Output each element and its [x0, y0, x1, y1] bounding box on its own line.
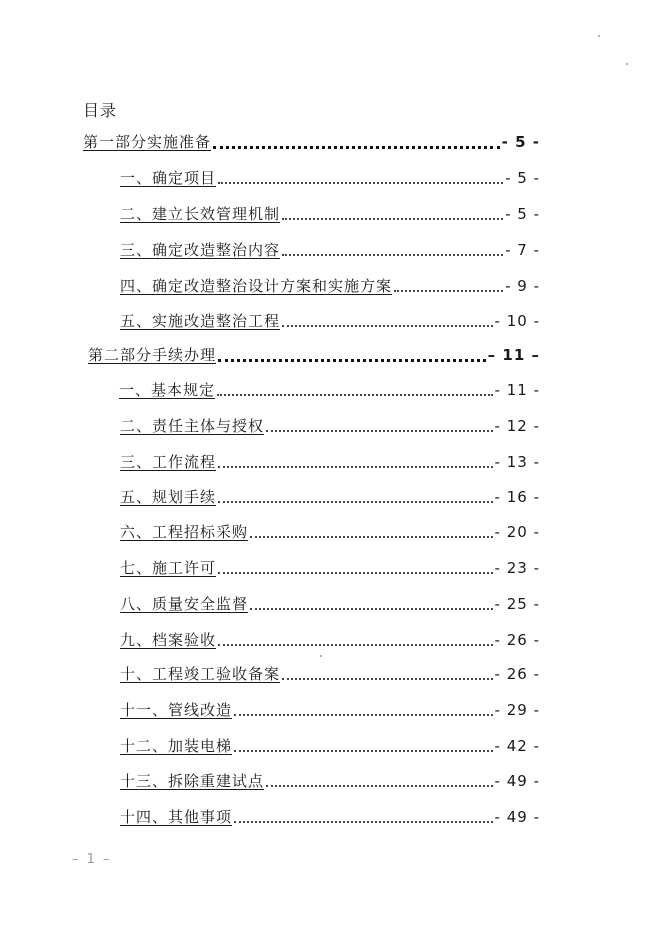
toc-entry-label: 六、工程招标采购: [120, 523, 249, 541]
toc-entry-label: 七、施工许可: [120, 559, 217, 577]
toc-entry[interactable]: [120, 452, 540, 472]
toc-dot-leader: [218, 572, 493, 574]
toc-entry-label: 四、确定改造整治设计方案和实施方案: [120, 277, 393, 295]
toc-page-number: - 29 -: [494, 701, 540, 719]
toc-dot-leader: [250, 536, 493, 538]
toc-entry[interactable]: [120, 276, 540, 296]
toc-entry-label: 十三、拆除重建试点: [120, 772, 265, 790]
toc-entry[interactable]: [120, 311, 540, 331]
toc-entry[interactable]: [120, 416, 540, 436]
toc-entry-label: 十、工程竣工验收备案: [120, 665, 281, 683]
toc-entry[interactable]: [120, 630, 540, 650]
toc-page-number: - 26 -: [494, 631, 540, 649]
scan-speck: [626, 63, 628, 65]
toc-page-number: – 11 –: [487, 346, 540, 364]
toc-page-number: - 26 -: [494, 665, 540, 683]
toc-entry-label: 第一部分实施准备: [83, 133, 212, 151]
toc-dot-leader: [282, 678, 493, 680]
toc-dot-leader: [266, 430, 493, 432]
toc-page-number: - 9 -: [505, 277, 540, 295]
toc-entry-label: 十一、管线改造: [120, 701, 233, 719]
toc-dot-leader: [218, 466, 493, 468]
toc-entry[interactable]: [120, 487, 540, 507]
toc-dot-leader: [394, 290, 503, 292]
toc-entry[interactable]: [120, 168, 540, 188]
toc-page-number: - 23 -: [494, 559, 540, 577]
toc-entry[interactable]: [120, 771, 540, 791]
toc-entry[interactable]: [120, 522, 540, 542]
toc-dot-leader: [282, 325, 493, 327]
toc-dot-leader: [282, 218, 503, 220]
toc-dot-leader: [213, 146, 500, 149]
toc-dot-leader: [234, 714, 493, 716]
toc-page-number: - 5 -: [505, 169, 540, 187]
toc-entry-label: 三、工作流程: [120, 453, 217, 471]
toc-entry-label: 第二部分手续办理: [88, 346, 217, 364]
toc-dot-leader: [234, 750, 493, 752]
toc-page-number: - 13 -: [494, 453, 540, 471]
toc-page-number: - 20 -: [494, 523, 540, 541]
toc-entry-label: 八、质量安全监督: [120, 595, 249, 613]
toc-entry[interactable]: [120, 558, 540, 578]
toc-part-entry[interactable]: [83, 132, 540, 152]
toc-page-number: - 5 -: [505, 205, 540, 223]
toc-entry[interactable]: [120, 807, 540, 827]
toc-page-number: - 10 -: [494, 312, 540, 330]
toc-part-entry[interactable]: [88, 345, 540, 365]
toc-title: 目录: [83, 101, 118, 120]
toc-page-number: - 16 -: [494, 488, 540, 506]
toc-dot-leader: [218, 644, 493, 646]
toc-entry-label: 一、基本规定: [119, 381, 216, 399]
toc-entry-label: 三、确定改造整治内容: [120, 241, 281, 259]
toc-page-number: - 25 -: [494, 595, 540, 613]
scan-speck: [598, 35, 600, 37]
toc-entry-label: 五、规划手续: [120, 488, 217, 506]
toc-page-number: - 49 -: [494, 772, 540, 790]
toc-page-number: - 49 -: [494, 808, 540, 826]
toc-entry[interactable]: [120, 736, 540, 756]
toc-entry[interactable]: [120, 594, 540, 614]
toc-dot-leader: [266, 785, 493, 787]
toc-entry-label: 二、责任主体与授权: [120, 417, 265, 435]
toc-entry-label: 九、档案验收: [120, 631, 217, 649]
toc-page-number: - 7 -: [505, 241, 540, 259]
toc-dot-leader: [282, 254, 503, 256]
toc-entry-label: 十四、其他事项: [120, 808, 233, 826]
toc-entry[interactable]: [120, 240, 540, 260]
toc-entry-label: 二、建立长效管理机制: [120, 205, 281, 223]
toc-dot-leader: [218, 359, 486, 362]
toc-page-number: - 12 -: [494, 417, 540, 435]
toc-entry-label: 五、实施改造整治工程: [120, 312, 281, 330]
toc-dot-leader: [218, 182, 503, 184]
toc-entry[interactable]: [119, 380, 540, 400]
toc-dot-leader: [234, 821, 493, 823]
toc-dot-leader: [250, 608, 493, 610]
toc-dot-leader: [217, 394, 493, 396]
toc-entry[interactable]: [120, 700, 540, 720]
toc-entry-label: 十二、加装电梯: [120, 737, 233, 755]
footer-page-number: – 1 –: [72, 852, 112, 867]
toc-page-number: - 11 -: [494, 381, 540, 399]
toc-page-number: - 42 -: [494, 737, 540, 755]
toc-entry[interactable]: [120, 204, 540, 224]
toc-dot-leader: [218, 501, 493, 503]
toc-entry[interactable]: [120, 664, 540, 684]
toc-page-number: - 5 -: [501, 133, 540, 151]
scan-speck: [320, 655, 322, 657]
toc-entry-label: 一、确定项目: [120, 169, 217, 187]
